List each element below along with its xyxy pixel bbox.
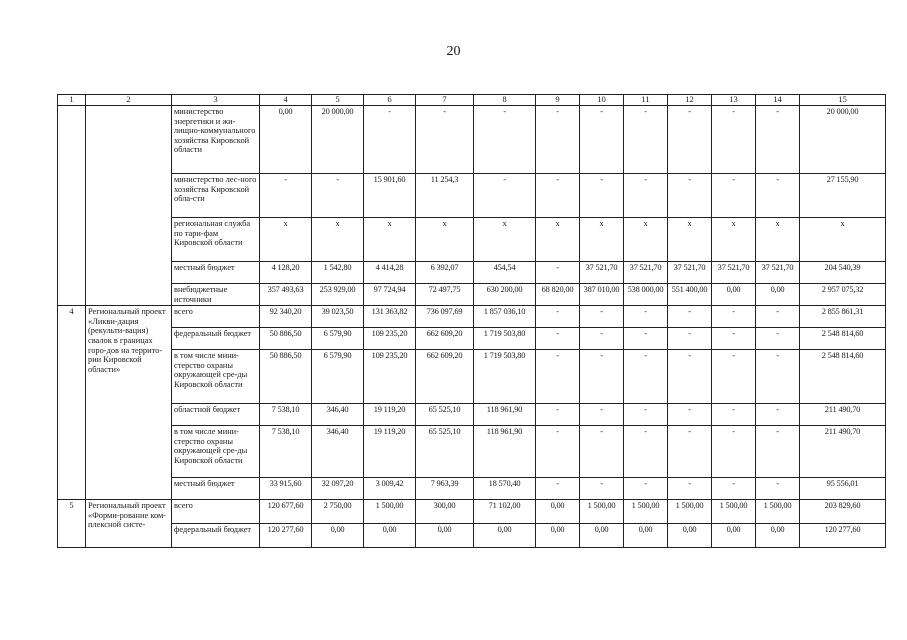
value-cell: 37 521,70	[756, 262, 800, 284]
row-label: министерство лес-ного хозяйства Кировской обла-сти	[172, 174, 260, 218]
section-number	[58, 106, 86, 306]
value-cell: -	[312, 174, 364, 218]
value-cell: 662 609,20	[416, 350, 474, 404]
table-row	[58, 328, 886, 350]
value-cell: -	[536, 478, 580, 500]
row-label: всего	[172, 306, 260, 328]
header-cell: 9	[536, 95, 580, 106]
value-cell: -	[756, 106, 800, 174]
row-label: региональная служба по тари-фам Кировской области	[172, 218, 260, 262]
table-row	[58, 174, 886, 218]
value-cell: х	[260, 218, 312, 262]
value-cell: -	[668, 174, 712, 218]
value-cell: -	[712, 478, 756, 500]
value-cell: х	[580, 218, 624, 262]
value-cell: 736 097,69	[416, 306, 474, 328]
value-cell: 1 500,00	[712, 500, 756, 524]
value-cell: 203 829,60	[800, 500, 886, 524]
value-cell: -	[580, 174, 624, 218]
value-cell: -	[668, 426, 712, 478]
table-row	[58, 524, 886, 548]
value-cell: х	[756, 218, 800, 262]
header-cell: 6	[364, 95, 416, 106]
header-cell: 10	[580, 95, 624, 106]
value-cell: 662 609,20	[416, 328, 474, 350]
value-cell: -	[474, 174, 536, 218]
value-cell: -	[668, 350, 712, 404]
section-number: 5	[58, 500, 86, 548]
value-cell: -	[624, 106, 668, 174]
value-cell: 131 363,82	[364, 306, 416, 328]
value-cell: 6 392,07	[416, 262, 474, 284]
value-cell: 3 009,42	[364, 478, 416, 500]
row-label: в том числе мини-стерство охраны окружающей сре-ды Кировской области	[172, 426, 260, 478]
value-cell: -	[756, 426, 800, 478]
value-cell: -	[624, 426, 668, 478]
value-cell: 0,00	[756, 524, 800, 548]
header-cell: 11	[624, 95, 668, 106]
value-cell: 1 857 036,10	[474, 306, 536, 328]
value-cell: 39 023,50	[312, 306, 364, 328]
value-cell: 0,00	[312, 524, 364, 548]
value-cell: 50 886,50	[260, 350, 312, 404]
value-cell: -	[668, 328, 712, 350]
value-cell: 97 724,94	[364, 284, 416, 306]
value-cell: х	[536, 218, 580, 262]
value-cell: 118 961,90	[474, 404, 536, 426]
value-cell: -	[536, 350, 580, 404]
row-label: министерство энергетики и жи-лищно-коммунального хозяйства Кировской области	[172, 106, 260, 174]
value-cell: 120 677,60	[260, 500, 312, 524]
row-label: в том числе мини-стерство охраны окружающей сре-ды Кировской области	[172, 350, 260, 404]
value-cell: 1 500,00	[580, 500, 624, 524]
table-row	[58, 306, 886, 328]
value-cell: -	[474, 106, 536, 174]
header-cell: 7	[416, 95, 474, 106]
value-cell: -	[668, 404, 712, 426]
value-cell: 37 521,70	[624, 262, 668, 284]
value-cell: -	[536, 262, 580, 284]
row-label: областной бюджет	[172, 404, 260, 426]
value-cell: -	[580, 478, 624, 500]
value-cell: -	[756, 404, 800, 426]
value-cell: 0,00	[474, 524, 536, 548]
value-cell: 7 963,39	[416, 478, 474, 500]
value-cell: 27 155,90	[800, 174, 886, 218]
value-cell: 2 548 814,60	[800, 350, 886, 404]
value-cell: -	[536, 404, 580, 426]
table-row	[58, 478, 886, 500]
row-label: внебюджетные источники	[172, 284, 260, 306]
page-number: 20	[446, 44, 461, 59]
budget-table	[57, 94, 886, 548]
value-cell: 0,00	[536, 500, 580, 524]
value-cell: -	[668, 478, 712, 500]
value-cell: -	[668, 106, 712, 174]
value-cell: 0,00	[260, 106, 312, 174]
value-cell: 0,00	[756, 284, 800, 306]
value-cell: 0,00	[712, 524, 756, 548]
value-cell: -	[756, 350, 800, 404]
value-cell: 37 521,70	[668, 262, 712, 284]
value-cell: 7 538,10	[260, 404, 312, 426]
value-cell: 357 493,63	[260, 284, 312, 306]
value-cell: 2 750,00	[312, 500, 364, 524]
value-cell: -	[624, 174, 668, 218]
header-cell: 12	[668, 95, 712, 106]
row-label: федеральный бюджет	[172, 328, 260, 350]
value-cell: 7 538,10	[260, 426, 312, 478]
value-cell: 65 525,10	[416, 426, 474, 478]
value-cell: 15 901,60	[364, 174, 416, 218]
value-cell: 19 119,20	[364, 404, 416, 426]
value-cell: -	[580, 426, 624, 478]
value-cell: 253 929,00	[312, 284, 364, 306]
table-row	[58, 426, 886, 478]
value-cell: 387 010,00	[580, 284, 624, 306]
table-row	[58, 500, 886, 524]
value-cell: -	[712, 306, 756, 328]
header-cell: 3	[172, 95, 260, 106]
section-title: Региональный проект «Ликви-дация (рекульти-вация) свалок в границах горо-дов на террито-рии Кировской области»	[86, 306, 172, 500]
value-cell: -	[712, 106, 756, 174]
value-cell: 0,00	[364, 524, 416, 548]
value-cell: 1 500,00	[668, 500, 712, 524]
value-cell: -	[580, 350, 624, 404]
value-cell: -	[536, 174, 580, 218]
table-row	[58, 284, 886, 306]
value-cell: -	[580, 106, 624, 174]
table-row	[58, 350, 886, 404]
value-cell: 1 542,80	[312, 262, 364, 284]
value-cell: -	[624, 328, 668, 350]
value-cell: 1 500,00	[756, 500, 800, 524]
value-cell: х	[364, 218, 416, 262]
value-cell: 72 497,75	[416, 284, 474, 306]
header-cell: 5	[312, 95, 364, 106]
section-number: 4	[58, 306, 86, 500]
value-cell: 0,00	[712, 284, 756, 306]
value-cell: 65 525,10	[416, 404, 474, 426]
value-cell: 37 521,70	[712, 262, 756, 284]
row-label: всего	[172, 500, 260, 524]
value-cell: х	[668, 218, 712, 262]
value-cell: 20 000,00	[800, 106, 886, 174]
value-cell: 211 490,70	[800, 426, 886, 478]
value-cell: 211 490,70	[800, 404, 886, 426]
value-cell: -	[624, 350, 668, 404]
header-cell: 2	[86, 95, 172, 106]
value-cell: 120 277,60	[260, 524, 312, 548]
section-title: Региональный проект «Форми-рование ком-плексной систе-	[86, 500, 172, 548]
value-cell: -	[580, 404, 624, 426]
value-cell: -	[260, 174, 312, 218]
table-row	[58, 262, 886, 284]
value-cell: 1 719 503,80	[474, 350, 536, 404]
value-cell: 32 097,20	[312, 478, 364, 500]
header-cell: 4	[260, 95, 312, 106]
value-cell: 120 277,60	[800, 524, 886, 548]
value-cell: -	[536, 426, 580, 478]
value-cell: х	[624, 218, 668, 262]
value-cell: -	[536, 306, 580, 328]
table-body	[58, 95, 886, 548]
row-label: федеральный бюджет	[172, 524, 260, 548]
value-cell: 346,40	[312, 404, 364, 426]
value-cell: -	[712, 426, 756, 478]
value-cell: 2 548 814,60	[800, 328, 886, 350]
value-cell: 4 128,20	[260, 262, 312, 284]
table-row	[58, 404, 886, 426]
value-cell: 11 254,3	[416, 174, 474, 218]
header-cell: 14	[756, 95, 800, 106]
value-cell: 2 855 861,31	[800, 306, 886, 328]
value-cell: -	[668, 306, 712, 328]
value-cell: 0,00	[668, 524, 712, 548]
value-cell: -	[624, 306, 668, 328]
value-cell: -	[536, 106, 580, 174]
value-cell: 1 719 503,80	[474, 328, 536, 350]
value-cell: -	[712, 350, 756, 404]
value-cell: 50 886,50	[260, 328, 312, 350]
section-title	[86, 106, 172, 306]
value-cell: 538 000,00	[624, 284, 668, 306]
value-cell: 0,00	[416, 524, 474, 548]
value-cell: х	[416, 218, 474, 262]
header-row	[58, 95, 886, 106]
value-cell: 68 820,00	[536, 284, 580, 306]
value-cell: 95 556,01	[800, 478, 886, 500]
value-cell: х	[474, 218, 536, 262]
value-cell: 2 957 075,32	[800, 284, 886, 306]
value-cell: 0,00	[536, 524, 580, 548]
value-cell: 33 915,60	[260, 478, 312, 500]
value-cell: 6 579,90	[312, 328, 364, 350]
value-cell: -	[624, 478, 668, 500]
value-cell: 20 000,00	[312, 106, 364, 174]
value-cell: 18 570,40	[474, 478, 536, 500]
value-cell: 300,00	[416, 500, 474, 524]
value-cell: -	[416, 106, 474, 174]
value-cell: -	[580, 328, 624, 350]
value-cell: х	[312, 218, 364, 262]
value-cell: 37 521,70	[580, 262, 624, 284]
value-cell: 454,54	[474, 262, 536, 284]
value-cell: -	[580, 306, 624, 328]
header-cell: 1	[58, 95, 86, 106]
header-cell: 13	[712, 95, 756, 106]
value-cell: -	[536, 328, 580, 350]
value-cell: -	[712, 174, 756, 218]
value-cell: 109 235,20	[364, 328, 416, 350]
value-cell: 109 235,20	[364, 350, 416, 404]
value-cell: 0,00	[624, 524, 668, 548]
value-cell: 1 500,00	[364, 500, 416, 524]
value-cell: 346,40	[312, 426, 364, 478]
value-cell: -	[364, 106, 416, 174]
value-cell: 19 119,20	[364, 426, 416, 478]
row-label: местный бюджет	[172, 478, 260, 500]
header-cell: 15	[800, 95, 886, 106]
value-cell: х	[800, 218, 886, 262]
value-cell: 630 200,00	[474, 284, 536, 306]
value-cell: 71 102,00	[474, 500, 536, 524]
value-cell: 0,00	[580, 524, 624, 548]
value-cell: 92 340,20	[260, 306, 312, 328]
value-cell: 118 961,90	[474, 426, 536, 478]
table-row	[58, 218, 886, 262]
header-cell: 8	[474, 95, 536, 106]
value-cell: 204 540,39	[800, 262, 886, 284]
value-cell: -	[756, 174, 800, 218]
value-cell: 551 400,00	[668, 284, 712, 306]
value-cell: -	[756, 328, 800, 350]
value-cell: -	[756, 306, 800, 328]
value-cell: -	[624, 404, 668, 426]
value-cell: 1 500,00	[624, 500, 668, 524]
row-label: местный бюджет	[172, 262, 260, 284]
value-cell: -	[712, 404, 756, 426]
value-cell: -	[712, 328, 756, 350]
value-cell: 6 579,90	[312, 350, 364, 404]
value-cell: -	[756, 478, 800, 500]
value-cell: 4 414,28	[364, 262, 416, 284]
table-row	[58, 106, 886, 174]
value-cell: х	[712, 218, 756, 262]
